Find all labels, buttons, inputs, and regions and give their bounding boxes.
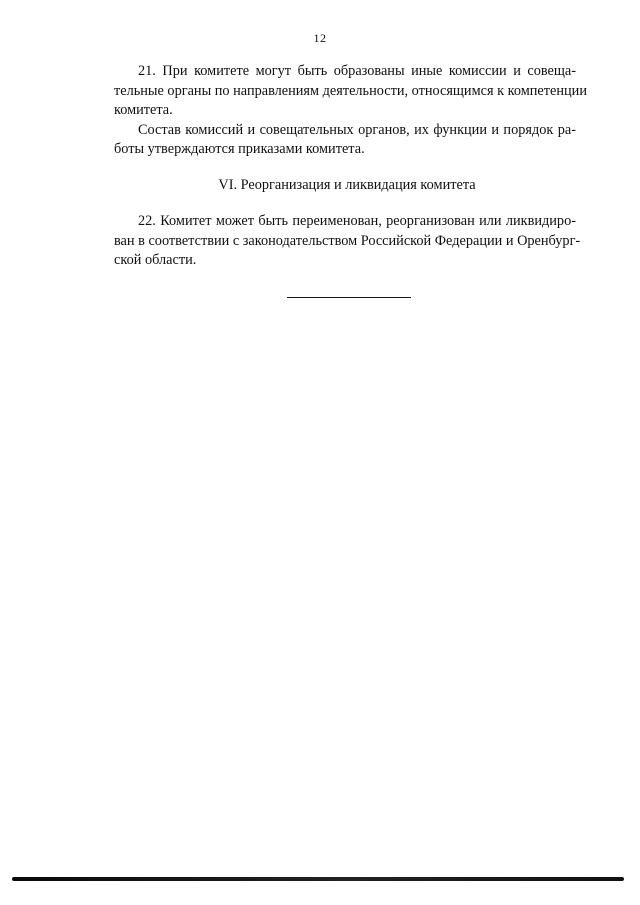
section-heading: VI. Реорганизация и ликвидация комитета [218,176,476,193]
paragraph-line: ван в соответствии с законодательством Российской Федерации и Оренбург- [114,232,581,249]
paragraph-line: комитета. [114,102,173,118]
page-number: 12 [313,31,327,45]
paragraph-line: 21. При комитете могут быть образованы иные комиссии и совеща- [138,63,576,79]
paragraph-line: тельные органы по направлениям деятельности, относящимся к компетенции [114,82,587,99]
paragraph-21 [114,62,587,121]
paragraph-line: боты утверждаются приказами комитета. [114,141,365,157]
closing-rule [287,297,411,298]
paragraph-line: ской области. [114,252,197,268]
paragraph-line: Состав комиссий и совещательных органов, их функции и порядок ра- [138,121,576,138]
paragraph-22 [114,212,581,271]
paragraph-line: 22. Комитет может быть переименован, реорганизован или ликвидиро- [138,213,576,229]
document-body [114,62,587,271]
paragraph-21-continuation [114,121,576,160]
scan-edge-line [12,877,624,881]
